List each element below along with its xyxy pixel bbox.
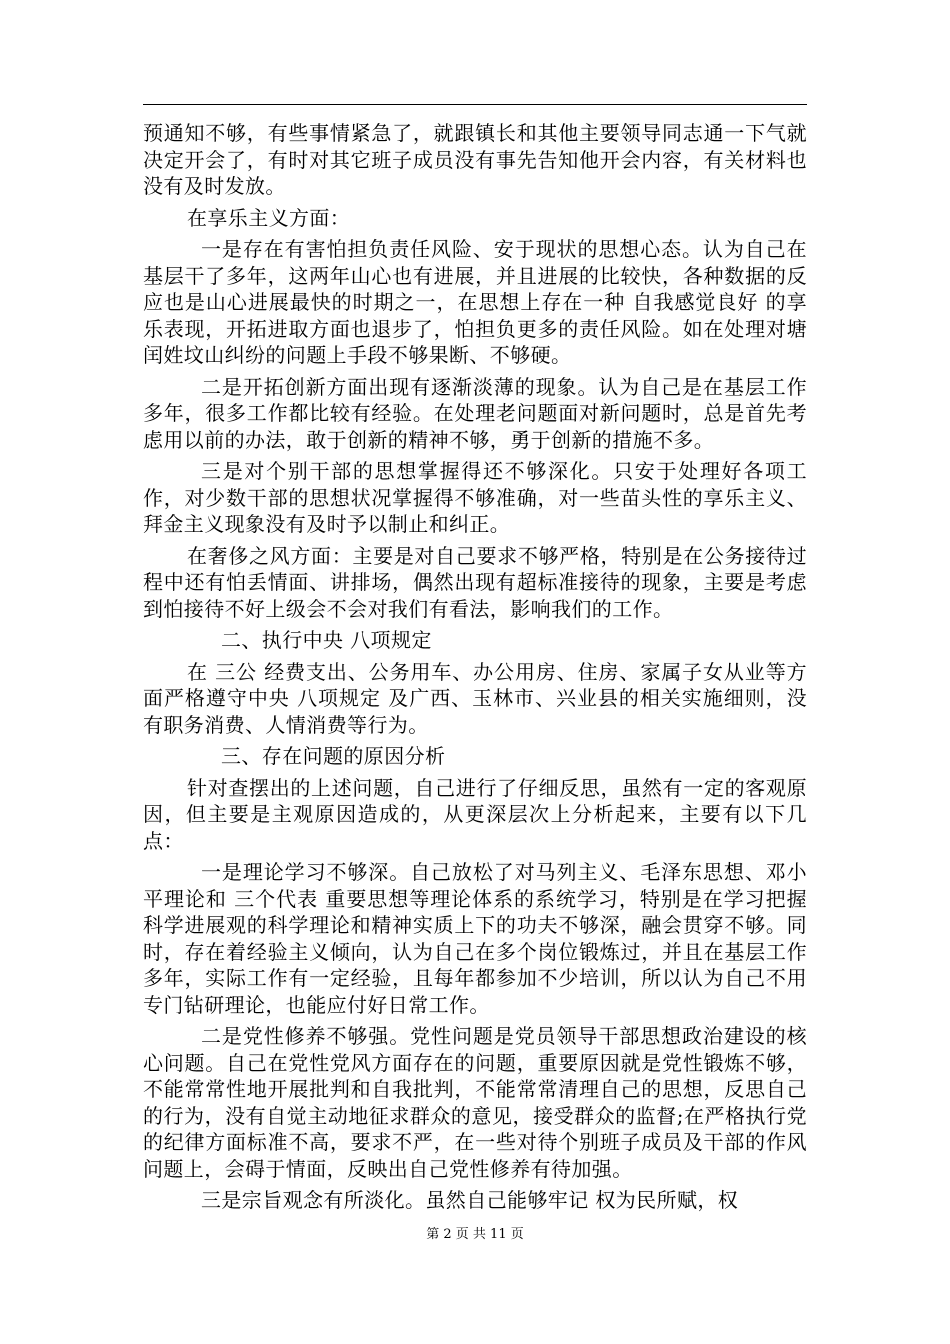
paragraph: 在奢侈之风方面：主要是对自己要求不够严格，特别是在公务接待过程中还有怕丢情面、讲排场，偶然出现有超标准接待的现象，主要是考虑到怕接待不好上级会不会对我们有看法，影响我们的工作。	[143, 543, 807, 621]
document-body	[143, 120, 807, 1219]
paragraph: 二是党性修养不够强。党性问题是党员领导干部思想政治建设的核心问题。自己在党性党风方面存在的问题，重要原因就是党性锻炼不够，不能常常性地开展批判和自我批判，不能常常清理自己的思想，反思自己的行为，没有自觉主动地征求群众的意见，接受群众的监督;在严格执行党的纪律方面标准不高，要求不严，在一些对待个别班子成员及干部的作风问题上，会碍于情面，反映出自己党性修养有待加强。	[143, 1024, 807, 1181]
section-heading-cause-analysis: 三、存在问题的原因分析	[221, 744, 446, 768]
page-number: 第 2 页 共 11 页	[426, 1227, 524, 1242]
section-label-hedonism: 在享乐主义方面：	[187, 205, 351, 230]
paragraph: 二是开拓创新方面出现有逐渐淡薄的现象。认为自己是在基层工作多年，很多工作都比较有经验。在处理老问题面对新问题时，总是首先考虑用以前的办法，敢于创新的精神不够，勇于创新的措施不多。	[143, 374, 807, 452]
paragraph: 一是存在有害怕担负责任风险、安于现状的思想心态。认为自己在基层干了多年，这两年山心也有进展，并且进展的比较快，各种数据的反应也是山心进展最快的时期之一，在思想上存在一种 自我感觉良好 的享乐表现，开拓进取方面也退步了，怕担负更多的责任风险。如在处理对塘闰姓坟山纠纷的问题上手段不够果断、不够硬。	[143, 237, 807, 367]
paragraph: 针对查摆出的上述问题，自己进行了仔细反思，虽然有一定的客观原因，但主要是主观原因造成的，从更深层次上分析起来，主要有以下几点：	[143, 775, 807, 853]
paragraph: 在 三公 经费支出、公务用车、办公用房、住房、家属子女从业等方面严格遵守中央 八项规定 及广西、玉林市、兴业县的相关实施细则，没有职务消费、人情消费等行为。	[143, 659, 807, 737]
paragraph: 三是对个别干部的思想掌握得还不够深化。只安于处理好各项工作，对少数干部的思想状况掌握得不够准确，对一些苗头性的享乐主义、拜金主义现象没有及时予以制止和纠正。	[143, 459, 807, 536]
paragraph: 三是宗旨观念有所淡化。虽然自己能够牢记 权为民所赋，权	[201, 1188, 739, 1212]
paragraph: 一是理论学习不够深。自己放松了对马列主义、毛泽东思想、邓小平理论和 三个代表 重要思想等理论体系的系统学习，特别是在学习把握科学进展观的科学理论和精神实质上下的功夫不够深，融会贯穿不够。同时，存在着经验主义倾向，认为自己在多个岗位锻炼过，并且在基层工作多年，实际工作有一定经验，且每年都参加不少培训，所以认为自己不用专门钻研理论，也能应付好日常工作。	[143, 860, 807, 1017]
section-heading-eight-rules: 二、执行中央 八项规定	[221, 628, 432, 652]
header-rule	[143, 104, 807, 105]
paragraph: 预通知不够，有些事情紧急了，就跟镇长和其他主要领导同志通一下气就决定开会了，有时对其它班子成员没有事先告知他开会内容，有关材料也没有及时发放。	[143, 121, 807, 198]
